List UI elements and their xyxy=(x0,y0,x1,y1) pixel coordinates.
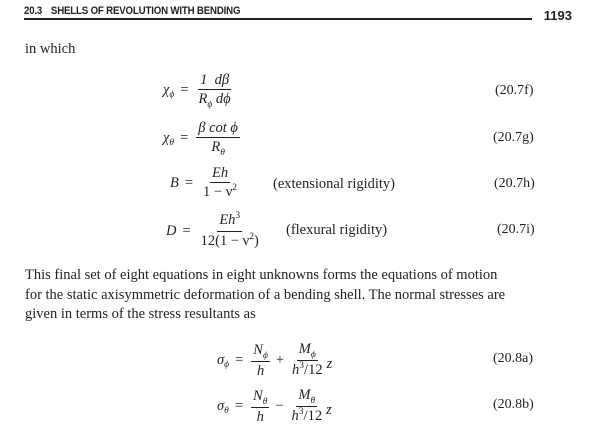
eq-lhs-sub: θ xyxy=(169,137,175,148)
header-section xyxy=(24,5,240,17)
den-part: /12 xyxy=(303,408,323,424)
fraction xyxy=(197,72,233,109)
section-title: SHELLS OF REVOLUTION WITH BENDING xyxy=(50,5,241,17)
den-part: dϕ xyxy=(212,91,231,107)
eq-lhs-sub: θ xyxy=(224,405,229,416)
den-part: 1 − ν xyxy=(203,184,233,200)
fraction xyxy=(199,212,261,251)
fraction-numerator: Eh xyxy=(211,165,229,181)
eq-lhs: σ xyxy=(217,398,225,414)
fraction-numerator xyxy=(251,388,269,408)
equation-number: (20.7h) xyxy=(494,176,535,191)
num-sub: ϕ xyxy=(310,350,316,360)
fraction-denominator: h xyxy=(256,363,265,379)
num-sup: 3 xyxy=(235,211,241,221)
fraction-denominator xyxy=(290,361,325,380)
den-sub: ϕ xyxy=(207,100,213,110)
fraction-denominator xyxy=(290,407,325,426)
equation-20-7f xyxy=(163,72,235,109)
equation-20-7h xyxy=(170,165,241,202)
header-rule xyxy=(24,18,532,20)
equation-note: (extensional rigidity) xyxy=(273,176,396,192)
equation-20-7i xyxy=(166,212,263,251)
equation-number: (20.7f) xyxy=(495,83,534,98)
den-part: h xyxy=(291,408,299,424)
equals-sign: = xyxy=(180,82,189,98)
equation-20-8b xyxy=(217,387,332,426)
fraction xyxy=(196,120,240,157)
running-header xyxy=(24,6,572,22)
fraction-numerator xyxy=(251,342,270,362)
den-part: R xyxy=(198,91,208,107)
eq-lhs: σ xyxy=(217,352,225,368)
equation-number: (20.7i) xyxy=(497,222,535,237)
num-part: M xyxy=(298,387,311,403)
fraction xyxy=(201,165,239,202)
equation-20-7g xyxy=(163,120,242,157)
paragraph-line: for the static axisymmetric deformation of a bending shell. The normal stresses are xyxy=(25,287,506,303)
eq-lhs-sub: ϕ xyxy=(169,89,175,100)
intro-text: in which xyxy=(25,41,76,57)
fraction-denominator xyxy=(199,232,261,251)
equation-number: (20.8a) xyxy=(493,351,534,366)
paragraph-line: This final set of eight equations in eight unknowns forms the equations of motion xyxy=(25,267,498,283)
equation-note: (flexural rigidity) xyxy=(286,222,388,238)
den-part: ) xyxy=(253,233,259,249)
equals-sign: = xyxy=(180,130,189,146)
eq-lhs: B xyxy=(170,175,179,191)
fraction-denominator xyxy=(201,183,239,202)
fraction xyxy=(290,387,325,426)
fraction-numerator: 1 dβ xyxy=(200,72,230,88)
den-sup: 3 xyxy=(299,361,305,371)
eq-lhs: χ xyxy=(163,130,170,146)
fraction-numerator xyxy=(297,341,318,361)
variable-z: z xyxy=(326,402,332,418)
equation-20-8a xyxy=(217,341,332,380)
den-sup: 2 xyxy=(249,232,254,242)
den-part: /12 xyxy=(304,362,323,378)
fraction-denominator xyxy=(197,90,233,109)
fraction-numerator xyxy=(217,212,242,232)
page-number: 1193 xyxy=(543,8,572,23)
paragraph-line: given in terms of the stress resultants as xyxy=(25,306,256,322)
den-part: R xyxy=(211,139,221,155)
equals-sign: = xyxy=(184,175,194,191)
num-part: N xyxy=(253,388,263,404)
eq-lhs: χ xyxy=(163,82,170,98)
num-sub: ϕ xyxy=(262,351,268,361)
equation-number: (20.8b) xyxy=(493,397,534,412)
num-part: N xyxy=(253,342,263,358)
fraction-denominator xyxy=(209,138,227,157)
num-sub: θ xyxy=(310,396,316,406)
den-sub: θ xyxy=(220,148,225,158)
fraction xyxy=(251,342,270,379)
section-number: 20.3 xyxy=(24,5,43,17)
fraction-numerator: β cot ϕ xyxy=(198,120,238,136)
den-sup: 3 xyxy=(298,407,304,417)
den-part: h xyxy=(292,362,300,378)
equation-number: (20.7g) xyxy=(493,130,534,145)
equals-sign: = xyxy=(234,398,244,414)
fraction xyxy=(290,341,325,380)
equals-sign: = xyxy=(182,223,191,239)
eq-lhs: D xyxy=(166,223,177,239)
equals-sign: = xyxy=(235,352,244,368)
fraction-numerator xyxy=(296,387,317,407)
den-sup: 2 xyxy=(232,183,238,193)
variable-z: z xyxy=(326,356,333,372)
fraction-denominator: h xyxy=(256,409,264,425)
num-part: M xyxy=(298,341,311,357)
num-part: Eh xyxy=(219,212,236,228)
operator: − xyxy=(275,398,284,414)
den-part: 12(1 − ν xyxy=(200,233,250,249)
fraction xyxy=(251,388,269,425)
eq-lhs-sub: ϕ xyxy=(224,359,230,370)
num-sub: θ xyxy=(262,397,268,407)
operator: + xyxy=(275,352,285,368)
